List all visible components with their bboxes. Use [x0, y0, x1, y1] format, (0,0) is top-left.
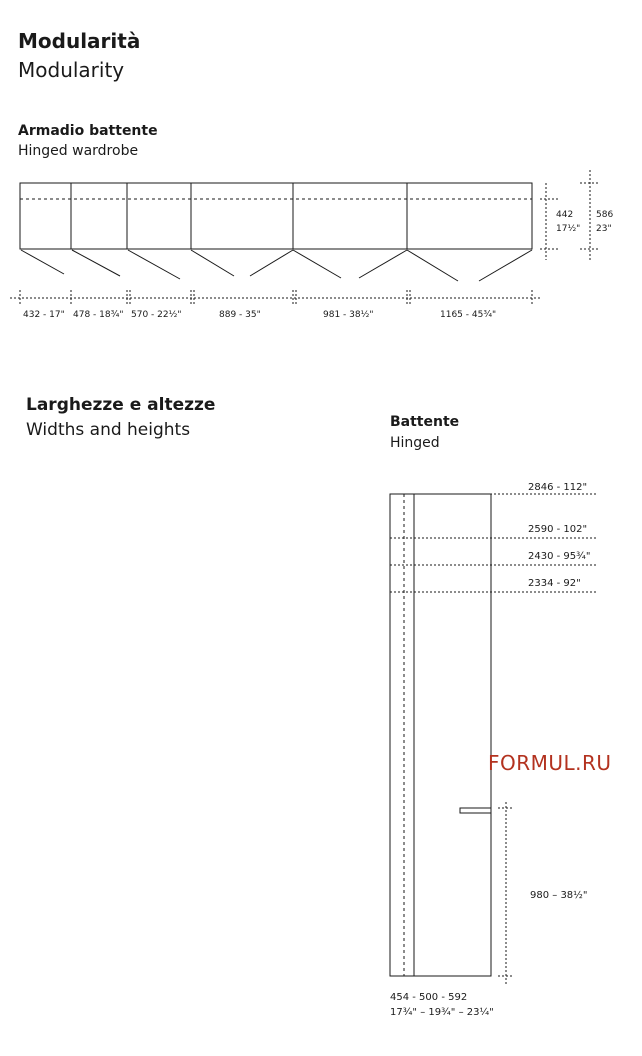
hinged-title-it: Battente: [390, 414, 460, 430]
depth-outer-in: 23": [596, 224, 612, 234]
height-label: 2334 - 92": [528, 578, 581, 589]
handle-height-label: 980 – 38½": [530, 890, 588, 901]
sizes-title-en: Widths and heights: [26, 420, 191, 440]
wardrobe-title-it: Armadio battente: [18, 123, 158, 139]
width-label: 1165 - 45¾": [440, 310, 497, 320]
width-label: 981 - 38½": [323, 310, 374, 320]
modularity-title-en: Modularity: [18, 58, 125, 82]
sizes-title-it: Larghezze e altezze: [26, 395, 216, 415]
depth-outer-mm: 586: [596, 210, 614, 220]
width-label: 478 - 18¾": [73, 310, 124, 320]
height-label: 2846 - 112": [528, 482, 588, 493]
width-label: 570 - 22½": [131, 310, 182, 320]
hinged-title-en: Hinged: [390, 435, 440, 451]
width-label: 889 - 35": [219, 310, 261, 320]
module-widths-mm: 454 - 500 - 592: [390, 992, 468, 1003]
depth-inner-mm: 442: [556, 210, 574, 220]
handle: [460, 808, 491, 813]
width-label: 432 - 17": [23, 310, 65, 320]
height-label: 2430 - 95¾": [528, 551, 591, 562]
wardrobe-title-en: Hinged wardrobe: [18, 143, 139, 159]
depth-inner-in: 17½": [556, 224, 581, 234]
watermark: FORMUL.RU: [488, 751, 612, 775]
hinged-panel-outline: [390, 494, 491, 976]
height-label: 2590 - 102": [528, 524, 588, 535]
module-widths-in: 17¾" – 19¾" – 23¼": [390, 1007, 494, 1018]
modularity-title-it: Modularità: [18, 29, 141, 53]
